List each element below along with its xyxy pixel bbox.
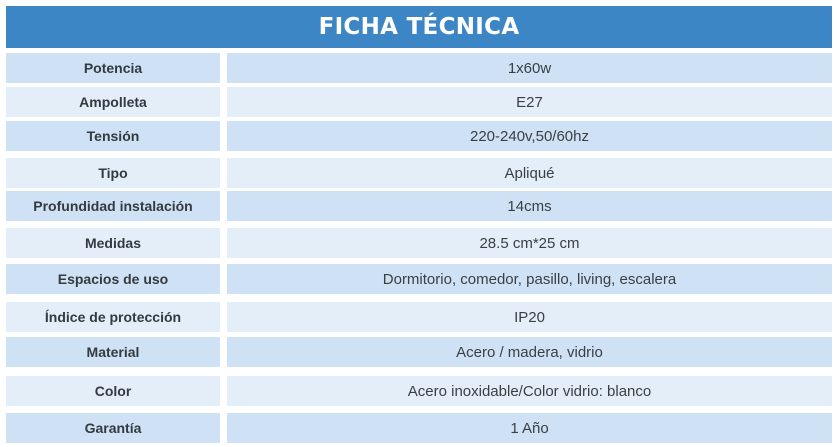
spec-label: Material	[6, 337, 220, 367]
spec-row-medidas	[6, 228, 832, 258]
spec-value: 14cms	[227, 191, 832, 221]
spec-value: Apliqué	[227, 158, 832, 188]
spec-sheet-header	[6, 6, 832, 48]
spec-label: Profundidad instalación	[6, 191, 220, 221]
spec-row-tipo	[6, 158, 832, 188]
spec-value: 1x60w	[227, 53, 832, 83]
spec-row-profundidad	[6, 191, 832, 221]
spec-row-ampolleta	[6, 87, 832, 117]
spec-row-potencia	[6, 53, 832, 83]
spec-value: Acero / madera, vidrio	[227, 337, 832, 367]
spec-label: Índice de protección	[6, 302, 220, 332]
spec-row-material	[6, 337, 832, 367]
spec-row-proteccion	[6, 302, 832, 332]
spec-label: Tensión	[6, 121, 220, 151]
spec-value: 28.5 cm*25 cm	[227, 228, 832, 258]
spec-label: Medidas	[6, 228, 220, 258]
spec-value: E27	[227, 87, 832, 117]
spec-label: Ampolleta	[6, 87, 220, 117]
spec-value: 220-240v,50/60hz	[227, 121, 832, 151]
spec-label: Tipo	[6, 158, 220, 188]
spec-label: Espacios de uso	[6, 264, 220, 294]
spec-sheet-title: FICHA TÉCNICA	[318, 14, 520, 40]
spec-label: Garantía	[6, 413, 220, 443]
spec-value: Acero inoxidable/Color vidrio: blanco	[227, 376, 832, 406]
spec-value: 1 Año	[227, 413, 832, 443]
spec-value: Dormitorio, comedor, pasillo, living, escalera	[227, 264, 832, 294]
spec-row-espacios	[6, 264, 832, 294]
spec-value: IP20	[227, 302, 832, 332]
spec-label: Potencia	[6, 53, 220, 83]
spec-row-garantia	[6, 413, 832, 443]
spec-row-tension	[6, 121, 832, 151]
spec-label: Color	[6, 376, 220, 406]
spec-row-color	[6, 376, 832, 406]
